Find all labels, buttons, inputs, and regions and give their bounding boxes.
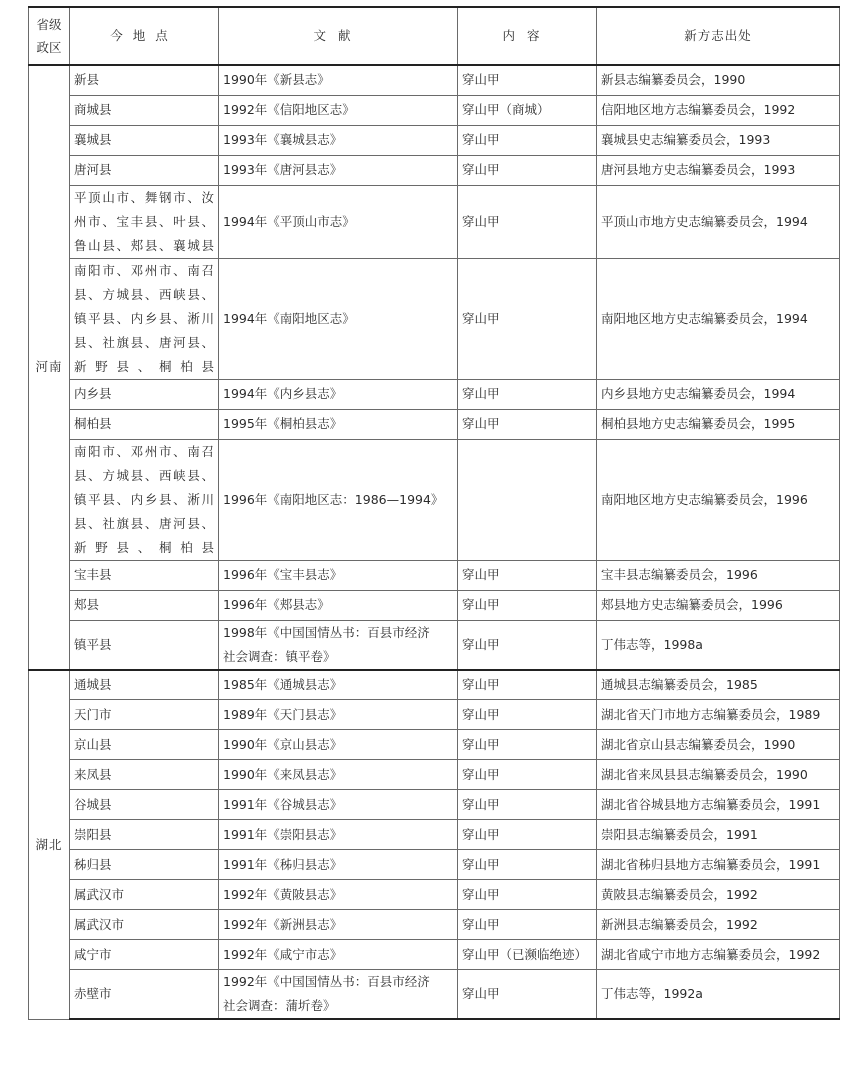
text-line: 通城县 (74, 676, 112, 692)
content-cell: 穿山甲 (458, 379, 597, 409)
table-header (29, 7, 840, 65)
source-cell: 通城县志编纂委员会，1985 (597, 670, 840, 700)
source-cell: 新县志编纂委员会，1990 (597, 65, 840, 95)
content-cell: 穿山甲 (458, 409, 597, 439)
text-line: 1992年《信阳地区志》 (223, 102, 355, 117)
source-cell: 崇阳县志编纂委员会，1991 (597, 820, 840, 850)
header-province: 省级 政区 (29, 7, 70, 65)
place-cell (70, 910, 219, 940)
place-cell (70, 760, 219, 790)
text-line: 1991年《崇阳县志》 (223, 826, 343, 842)
content-cell: 穿山甲 (458, 65, 597, 95)
text-line: 1992年《黄陂县志》 (223, 886, 343, 902)
source-cell: 丁伟志等，1992a (597, 970, 840, 1020)
table-row (29, 820, 840, 850)
text-line: 崇阳县 (74, 826, 112, 842)
text-line: 1992年《中国国情丛书：百县市经济 (223, 974, 430, 989)
place-cell (70, 590, 219, 620)
text-line: 1996年《南阳地区志：1986—1994》 (223, 491, 444, 507)
literature-cell (219, 439, 458, 560)
literature-cell (219, 670, 458, 700)
header-content: 内容 (458, 7, 597, 65)
table-row (29, 95, 840, 125)
literature-cell (219, 560, 458, 590)
place-cell (70, 439, 219, 560)
table-row (29, 185, 840, 258)
text-line: 鲁山县、郏县、襄城县 (74, 237, 214, 253)
table-row (29, 850, 840, 880)
text-line: 县、方城县、西峡县、 (74, 467, 214, 483)
content-cell: 穿山甲 (458, 620, 597, 670)
text-line: 县、方城县、西峡县、 (74, 286, 214, 302)
source-cell: 湖北省秭归县地方志编纂委员会，1991 (597, 850, 840, 880)
text-line: 秭归县 (74, 856, 112, 872)
content-cell: 穿山甲 (458, 560, 597, 590)
source-cell: 湖北省天门市地方志编纂委员会，1989 (597, 700, 840, 730)
text-line: 宝丰县 (74, 567, 112, 582)
text-line: 1992年《新洲县志》 (223, 916, 343, 932)
place-cell (70, 379, 219, 409)
source-cell: 桐柏县地方史志编纂委员会，1995 (597, 409, 840, 439)
text-line: 属武汉市 (74, 886, 125, 902)
table-body (29, 65, 840, 1019)
table-row (29, 439, 840, 560)
content-cell: 穿山甲 (458, 590, 597, 620)
text-line: 1993年《襄城县志》 (223, 132, 343, 147)
literature-cell (219, 185, 458, 258)
place-cell (70, 95, 219, 125)
literature-cell (219, 125, 458, 155)
source-cell: 湖北省谷城县地方志编纂委员会，1991 (597, 790, 840, 820)
text-line: 县、社旗县、唐河县、 (74, 334, 214, 350)
header-literature: 文献 (219, 7, 458, 65)
text-line: 1993年《唐河县志》 (223, 162, 343, 177)
place-cell (70, 880, 219, 910)
table-row (29, 590, 840, 620)
literature-cell (219, 700, 458, 730)
place-cell (70, 258, 219, 379)
text-line: 南阳市、邓州市、南召 (74, 443, 214, 459)
table-row (29, 620, 840, 670)
source-cell: 黄陂县志编纂委员会，1992 (597, 880, 840, 910)
province-cell: 河南 (29, 65, 70, 670)
source-cell: 宝丰县志编纂委员会，1996 (597, 560, 840, 590)
source-cell: 襄城县史志编纂委员会，1993 (597, 125, 840, 155)
header-place: 今地点 (70, 7, 219, 65)
header-source: 新方志出处 (597, 7, 840, 65)
source-cell: 信阳地区地方志编纂委员会，1992 (597, 95, 840, 125)
source-cell: 新洲县志编纂委员会，1992 (597, 910, 840, 940)
text-line: 郏县 (74, 597, 100, 612)
text-line: 桐柏县 (74, 416, 112, 431)
literature-cell (219, 970, 458, 1020)
content-cell: 穿山甲 (458, 790, 597, 820)
content-cell: 穿山甲 (458, 820, 597, 850)
literature-cell (219, 820, 458, 850)
content-cell: 穿山甲（已濒临绝迹） (458, 940, 597, 970)
text-line: 1994年《内乡县志》 (223, 386, 343, 401)
text-line: 镇平县、内乡县、淅川 (74, 491, 214, 507)
text-line: 商城县 (74, 102, 112, 117)
place-cell (70, 820, 219, 850)
literature-cell (219, 155, 458, 185)
content-cell: 穿山甲 (458, 970, 597, 1020)
literature-cell (219, 910, 458, 940)
text-line: 1991年《秭归县志》 (223, 856, 343, 872)
text-line: 镇平县、内乡县、淅川 (74, 310, 214, 326)
table-row (29, 670, 840, 700)
text-line: 赤壁市 (74, 986, 112, 1001)
literature-cell (219, 379, 458, 409)
text-line: 内乡县 (74, 386, 112, 401)
text-line: 1998年《中国国情丛书：百县市经济 (223, 624, 430, 640)
table-row (29, 560, 840, 590)
text-line: 襄城县 (74, 132, 112, 147)
source-cell: 郏县地方史志编纂委员会，1996 (597, 590, 840, 620)
content-cell: 穿山甲 (458, 760, 597, 790)
text-line: 1996年《郏县志》 (223, 597, 330, 612)
source-cell: 丁伟志等，1998a (597, 620, 840, 670)
source-cell: 湖北省京山县志编纂委员会，1990 (597, 730, 840, 760)
content-cell: 穿山甲 (458, 258, 597, 379)
text-line: 新县 (74, 72, 100, 88)
place-cell (70, 620, 219, 670)
literature-cell (219, 880, 458, 910)
table-row (29, 910, 840, 940)
text-line: 县、社旗县、唐河县、 (74, 515, 214, 531)
records-table (28, 6, 840, 1020)
text-line: 1994年《平顶山市志》 (223, 213, 355, 229)
place-cell (70, 185, 219, 258)
table-row (29, 970, 840, 1020)
header-row (29, 7, 840, 65)
content-cell (458, 439, 597, 560)
content-cell: 穿山甲 (458, 910, 597, 940)
table-row (29, 155, 840, 185)
text-line: 1990年《京山县志》 (223, 736, 343, 752)
source-cell: 湖北省咸宁市地方志编纂委员会，1992 (597, 940, 840, 970)
place-cell (70, 65, 219, 95)
source-cell: 南阳地区地方史志编纂委员会，1996 (597, 439, 840, 560)
literature-cell (219, 940, 458, 970)
literature-cell (219, 590, 458, 620)
literature-cell (219, 760, 458, 790)
source-cell: 湖北省来凤县县志编纂委员会，1990 (597, 760, 840, 790)
source-cell: 平顶山市地方史志编纂委员会，1994 (597, 185, 840, 258)
text-line: 社会调查：镇平卷》 (223, 648, 336, 664)
text-line: 平顶山市、舞钢市、汝 (74, 189, 214, 205)
place-cell (70, 700, 219, 730)
place-cell (70, 730, 219, 760)
content-cell: 穿山甲 (458, 730, 597, 760)
text-line: 1990年《新县志》 (223, 72, 330, 88)
place-cell (70, 409, 219, 439)
literature-cell (219, 620, 458, 670)
source-cell: 内乡县地方史志编纂委员会，1994 (597, 379, 840, 409)
literature-cell (219, 409, 458, 439)
place-cell (70, 940, 219, 970)
literature-cell (219, 95, 458, 125)
literature-cell (219, 258, 458, 379)
text-line: 1991年《谷城县志》 (223, 796, 343, 812)
text-line: 社会调查：蒲圻卷》 (223, 998, 336, 1013)
text-line: 1994年《南阳地区志》 (223, 310, 355, 326)
text-line: 州市、宝丰县、叶县、 (74, 213, 214, 229)
literature-cell (219, 790, 458, 820)
content-cell: 穿山甲（商城） (458, 95, 597, 125)
text-line: 1995年《桐柏县志》 (223, 416, 343, 431)
text-line: 1990年《来凤县志》 (223, 766, 343, 782)
province-cell: 湖北 (29, 670, 70, 1020)
text-line: 南阳市、邓州市、南召 (74, 262, 214, 278)
table-row (29, 65, 840, 95)
source-cell: 唐河县地方史志编纂委员会，1993 (597, 155, 840, 185)
table-row (29, 730, 840, 760)
table-row (29, 940, 840, 970)
text-line: 新野县、桐柏县 (74, 358, 214, 374)
document-page (28, 6, 840, 1020)
text-line: 唐河县 (74, 162, 112, 177)
text-line: 1992年《咸宁市志》 (223, 946, 343, 962)
place-cell (70, 790, 219, 820)
table-row (29, 880, 840, 910)
text-line: 1996年《宝丰县志》 (223, 567, 343, 582)
table-row (29, 790, 840, 820)
text-line: 新野县、桐柏县 (74, 539, 214, 555)
place-cell (70, 670, 219, 700)
place-cell (70, 560, 219, 590)
text-line: 1985年《通城县志》 (223, 676, 343, 692)
text-line: 天门市 (74, 706, 112, 722)
source-cell: 南阳地区地方史志编纂委员会，1994 (597, 258, 840, 379)
literature-cell (219, 65, 458, 95)
content-cell: 穿山甲 (458, 880, 597, 910)
text-line: 咸宁市 (74, 946, 112, 962)
content-cell: 穿山甲 (458, 155, 597, 185)
table-row (29, 409, 840, 439)
place-cell (70, 970, 219, 1020)
content-cell: 穿山甲 (458, 125, 597, 155)
text-line: 镇平县 (74, 636, 112, 652)
content-cell: 穿山甲 (458, 185, 597, 258)
text-line: 属武汉市 (74, 916, 125, 932)
table-row (29, 258, 840, 379)
table-row (29, 760, 840, 790)
content-cell: 穿山甲 (458, 850, 597, 880)
text-line: 京山县 (74, 736, 112, 752)
place-cell (70, 155, 219, 185)
table-row (29, 700, 840, 730)
table-row (29, 379, 840, 409)
text-line: 来凤县 (74, 766, 112, 782)
literature-cell (219, 850, 458, 880)
place-cell (70, 850, 219, 880)
text-line: 1989年《天门县志》 (223, 706, 343, 722)
text-line: 谷城县 (74, 796, 112, 812)
content-cell: 穿山甲 (458, 700, 597, 730)
place-cell (70, 125, 219, 155)
table-row (29, 125, 840, 155)
literature-cell (219, 730, 458, 760)
content-cell: 穿山甲 (458, 670, 597, 700)
